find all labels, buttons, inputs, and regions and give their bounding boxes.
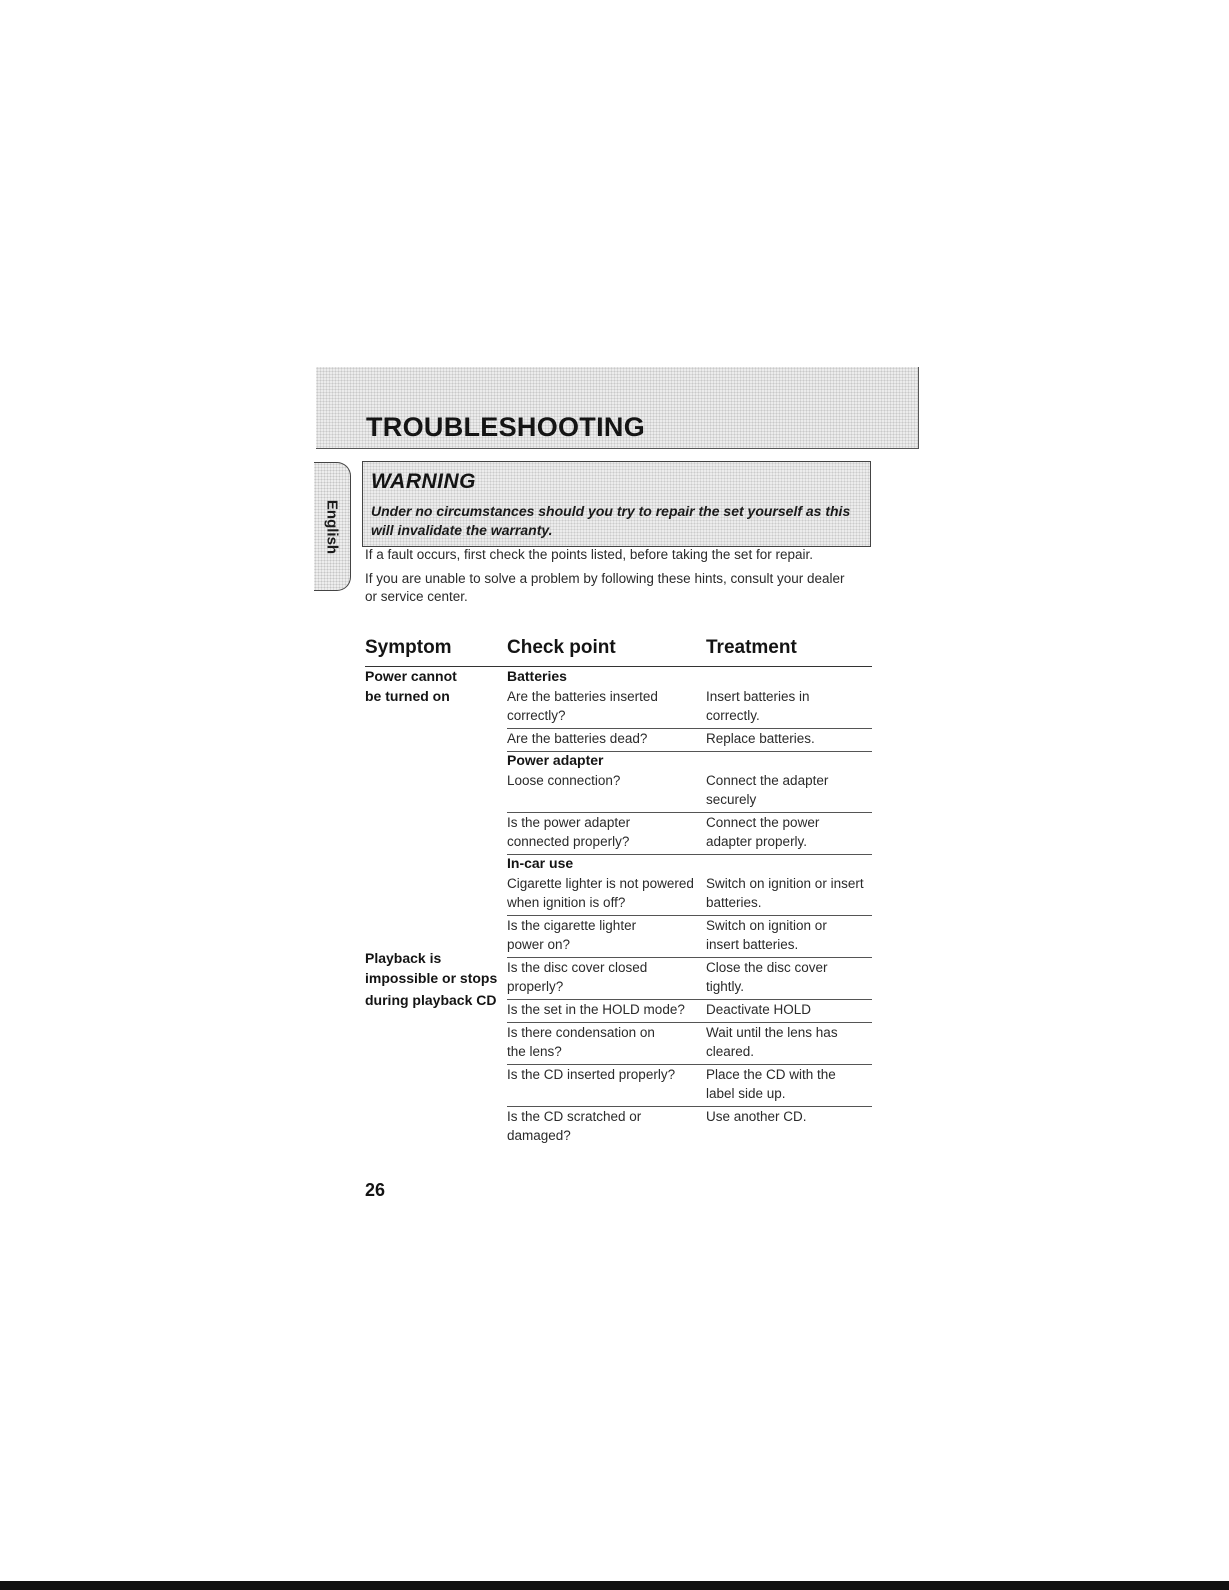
row-check: Is the cigarette lighter power on? — [507, 918, 637, 952]
row-treatment: Insert batteries in correctly. — [706, 689, 810, 723]
row-treatment: Wait until the lens has cleared. — [706, 1025, 838, 1059]
group-in-car-use: In-car use — [507, 855, 574, 871]
row-treatment: Use another CD. — [706, 1109, 807, 1124]
row-treatment: Replace batteries. — [706, 731, 815, 746]
row-check: Is the CD inserted properly? — [507, 1067, 676, 1082]
row-check: Loose connection? — [507, 773, 621, 788]
row-check: Is the power adapter connected properly? — [507, 815, 631, 849]
row-check: Are the batteries dead? — [507, 731, 648, 746]
row-check: Cigarette lighter is not powered when ignition is off? — [507, 876, 694, 910]
header-check-point: Check point — [507, 637, 616, 658]
scan-bottom-edge — [0, 1581, 1229, 1590]
language-tab-label: English — [323, 499, 341, 554]
symptom-playback-line-2: impossible or stops — [365, 970, 498, 986]
row-check: Is the CD scratched or damaged? — [507, 1109, 642, 1143]
row-treatment: Connect the adapter securely — [706, 773, 829, 807]
header-symptom: Symptom — [365, 637, 452, 658]
row-treatment: Connect the power adapter properly. — [706, 815, 820, 849]
symptom-power: Power cannot be turned on — [365, 668, 457, 704]
page-number: 26 — [365, 1180, 386, 1200]
warning-title: WARNING — [371, 470, 476, 493]
group-batteries: Batteries — [507, 668, 567, 684]
intro-paragraph-1: If a fault occurs, first check the points listed, before taking the set for repair. — [365, 547, 813, 562]
page-title: TROUBLESHOOTING — [366, 412, 645, 442]
row-treatment: Place the CD with the label side up. — [706, 1067, 836, 1101]
symptom-playback-line-3: during playback CD — [365, 992, 497, 1008]
row-treatment: Switch on ignition or insert batteries. — [706, 918, 827, 952]
header-treatment: Treatment — [706, 637, 797, 658]
row-treatment: Close the disc cover tightly. — [706, 960, 828, 994]
group-power-adapter: Power adapter — [507, 752, 604, 768]
row-check: Is the disc cover closed properly? — [507, 960, 648, 994]
row-treatment: Switch on ignition or insert batteries. — [706, 876, 864, 910]
row-check: Are the batteries inserted correctly? — [507, 689, 658, 723]
language-tab — [314, 462, 351, 591]
warning-box — [362, 461, 871, 547]
intro-paragraph-2: If you are unable to solve a problem by following these hints, consult your dealer or service center. — [365, 571, 845, 604]
row-treatment: Deactivate HOLD — [706, 1002, 812, 1017]
symptom-playback-line-1: Playback is — [365, 950, 442, 966]
row-check: Is the set in the HOLD mode? — [507, 1002, 685, 1017]
warning-text: Under no circumstances should you try to repair the set yourself as this will invalidate the warranty. — [371, 503, 851, 538]
row-check: Is there condensation on the lens? — [507, 1025, 655, 1059]
